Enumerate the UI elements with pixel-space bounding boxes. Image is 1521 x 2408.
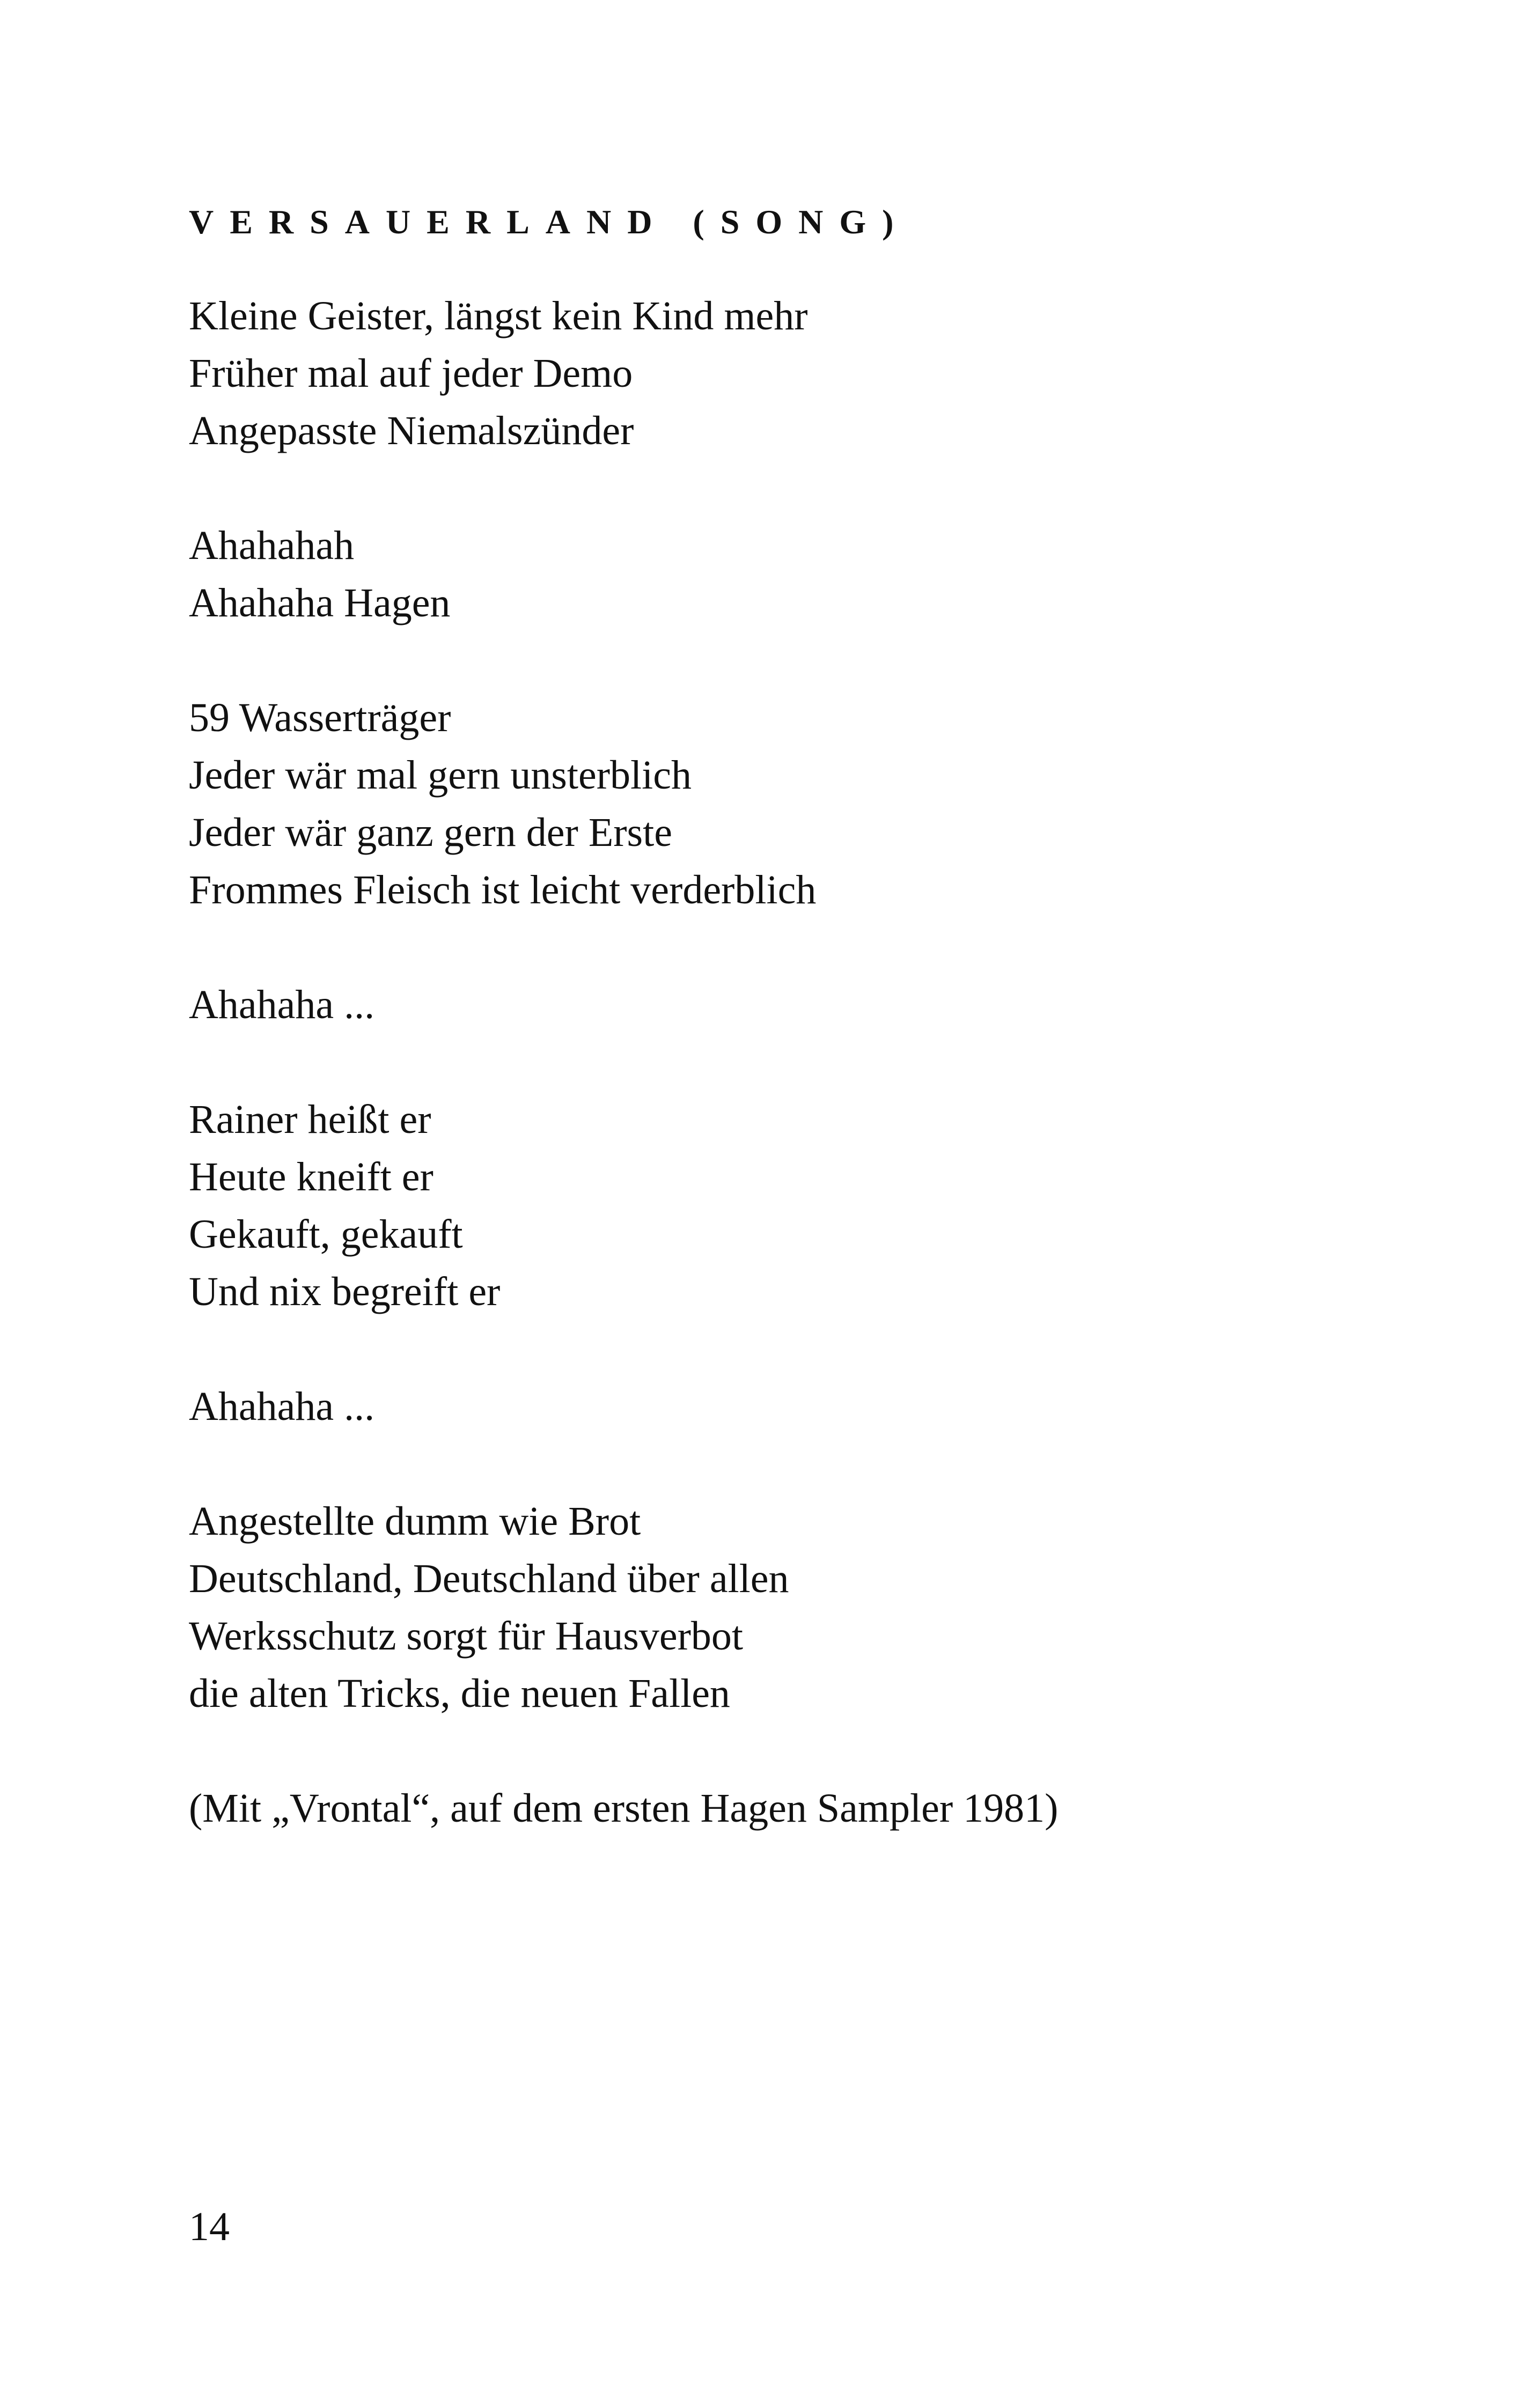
poem-line: Jeder wär ganz gern der Erste (189, 810, 672, 855)
poem-line: Deutschland, Deutschland über allen (189, 1556, 789, 1601)
poem-line: Ahahaha ... (189, 982, 375, 1027)
poem-line: Angepasste Niemalszünder (189, 408, 634, 453)
stanza (189, 288, 1369, 460)
stanza (189, 1378, 1369, 1435)
poem-line: Ahahaha ... (189, 1384, 375, 1429)
poem-line: Ahahaha Hagen (189, 580, 451, 625)
poem-line: Rainer heißt er (189, 1097, 431, 1142)
poem-line: Angestellte dumm wie Brot (189, 1499, 641, 1544)
page-number: 14 (189, 2204, 230, 2249)
poem-line: die alten Tricks, die neuen Fallen (189, 1671, 730, 1716)
stanza (189, 1493, 1369, 1722)
poem-title: VERSAUERLAND (SONG) (189, 203, 910, 241)
poem-line: Frommes Fleisch ist leicht verderblich (189, 867, 817, 912)
poem-line: Kleine Geister, längst kein Kind mehr (189, 293, 808, 338)
poem-line: Heute kneift er (189, 1154, 433, 1199)
poem-body (189, 288, 1369, 1837)
poem-line: Früher mal auf jeder Demo (189, 351, 633, 396)
poem-line: Ahahahah (189, 523, 355, 568)
stanza (189, 517, 1369, 632)
source-note: (Mit „Vrontal“, auf dem ersten Hagen Sampler 1981) (189, 1786, 1059, 1831)
poem-line: 59 Wasserträger (189, 695, 451, 740)
stanza (189, 1091, 1369, 1321)
poem-line: Und nix begreift er (189, 1269, 501, 1314)
poem-line: Gekauft, gekauft (189, 1212, 463, 1257)
stanza (189, 689, 1369, 919)
stanza (189, 976, 1369, 1034)
poem-line: Jeder wär mal gern unsterblich (189, 753, 692, 798)
poem-line: Werksschutz sorgt für Hausverbot (189, 1614, 744, 1659)
